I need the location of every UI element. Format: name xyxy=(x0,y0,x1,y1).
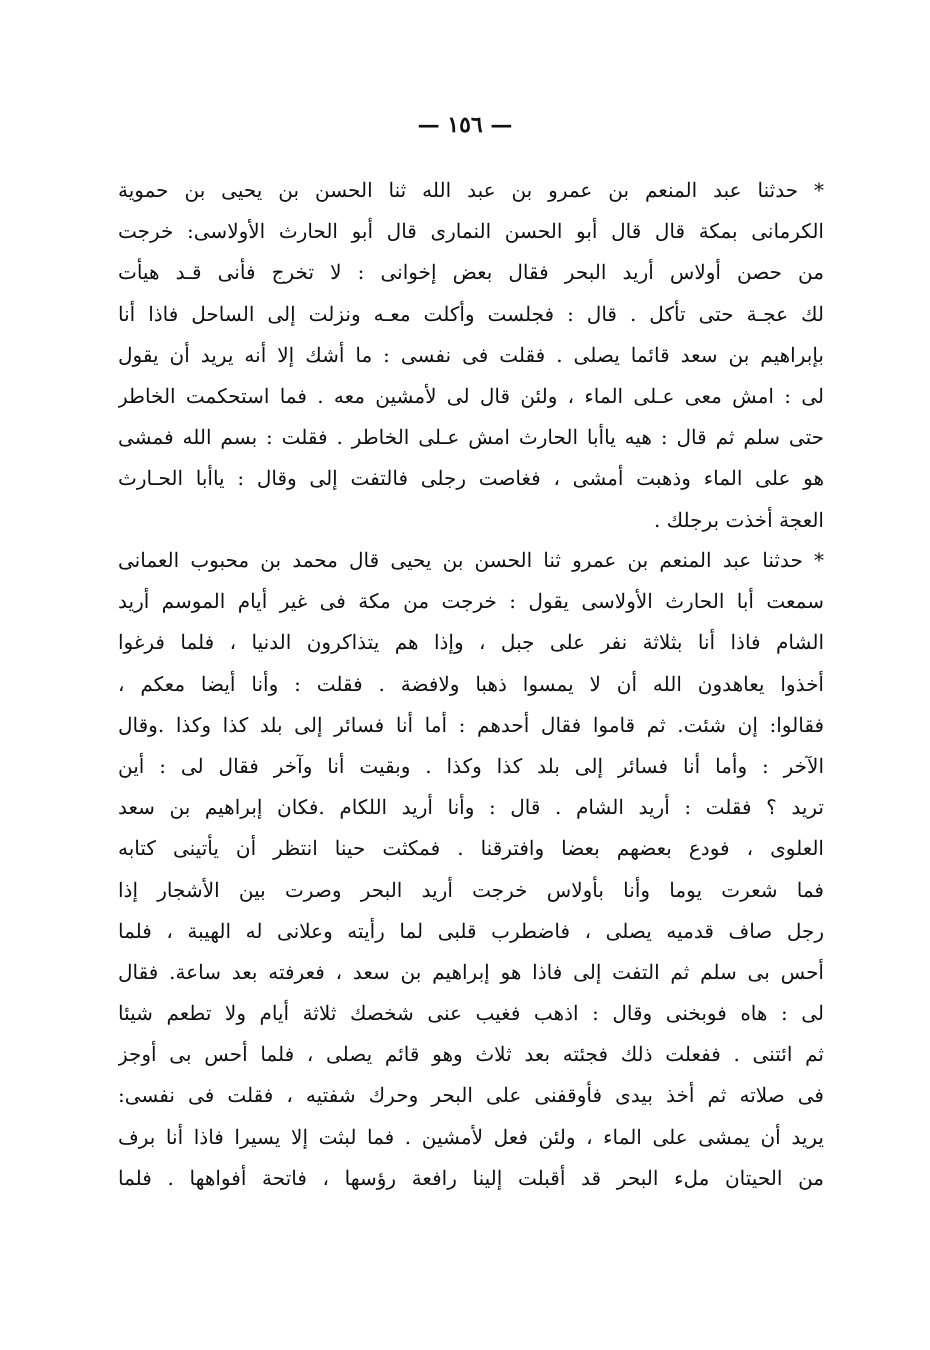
text-line: فقالوا: إن شئت. ثم قاموا فقال أحدهم : أما أنا فسائر إلى بلد كذا وكذا .وقال xyxy=(118,712,824,737)
text-line: يريد أن يمشى على الماء ، ولئن فعل لأمشين . فما لبثت إلا يسيرا فاذا أنا برف xyxy=(118,1124,824,1149)
page-number: — ١٥٦ — xyxy=(417,112,513,138)
text-line: الكرمانى بمكة قال قال أبو الحسن النمارى قال أبو الحارث الأولاسى: خرجت xyxy=(118,219,824,244)
text-line: هو على الماء وذهبت أمشى ، فغاصت رجلى فالتفت إلى وقال : ياأبا الحـارث xyxy=(118,466,824,491)
text-line: رجل صاف قدميه يصلى ، فاضطرب قلبى لما رأيته وعلانى له الهيبة ، فلما xyxy=(118,918,824,943)
text-line: * حدثنا عبد المنعم بن عمرو بن عبد الله ثنا الحسن بن يحيى بن حموية xyxy=(118,178,824,202)
paragraph-1 xyxy=(118,170,824,541)
text-line: فما شعرت يوما وأنا بأولاس خرجت أريد البحر وصرت بين الأشجار إذا xyxy=(118,877,824,902)
text-line: فى صلاته ثم أخذ بيدى فأوقفنى على البحر وحرك شفتيه ، فقلت فى نفسى: xyxy=(118,1083,824,1108)
text-line: بإبراهيم بن سعد قائما يصلى . فقلت فى نفسى : ما أشك إلا أنه يريد أن يقول xyxy=(118,342,824,367)
text-line: حتى سلم ثم قال : هيه ياأبا الحارث امش عـلى الخاطر . فقلت : بسم الله فمشى xyxy=(118,425,824,450)
text-line: من حصن أولاس أريد البحر فقال بعض إخوانى : لا تخرج فأنى قـد هيأت xyxy=(118,260,824,285)
text-line: لك عجـة حتى تأكل . قال : فجلست وأكلت معـه ونزلت إلى الساحل فاذا أنا xyxy=(118,301,824,326)
text-line: الشام فاذا أنا بثلاثة نفر على جبل ، وإذا هم يتذاكرون الدنيا ، فلما فرغوا xyxy=(118,630,824,655)
text-line: سمعت أبا الحارث الأولاسى يقول : خرجت من مكة فى غير أيام الموسم أريد xyxy=(118,589,824,614)
text-line: ثم ائتنى . ففعلت ذلك فجئته بعد ثلاث وهو قائم يصلى ، فلما أحس بى أوجز xyxy=(118,1042,824,1067)
paragraph-2 xyxy=(118,540,824,1199)
text-line: لى : هاه فوبخنى وقال : اذهب فغيب عنى شخصك ثلاثة أيام ولا تطعم شيئا xyxy=(118,1001,824,1026)
text-line: العجة أخذت برجلك . xyxy=(653,507,824,532)
text-line: العلوى ، فودع بعضهم بعضا وافترقنا . فمكثت حينا انتظر أن يأتينى كتابه xyxy=(118,836,824,861)
text-line: من الحيتان ملء البحر قد أقبلت إلينا رافعة رؤسها ، فاتحة أفواهها . فلما xyxy=(118,1165,824,1190)
text-line: * حدثنا عبد المنعم بن عمرو ثنا الحسن بن يحيى قال محمد بن محبوب العمانى xyxy=(118,548,824,572)
text-line: أحس بى سلم ثم التفت إلى فاذا هو إبراهيم بن سعد ، فعرفته بعد ساعة. فقال xyxy=(118,959,824,984)
text-line: تريد ؟ فقلت : أريد الشام . قال : وأنا أريد اللكام .فكان إبراهيم بن سعد xyxy=(118,795,824,820)
text-line: أخذوا يعاهدون الله أن لا يمسوا ذهبا ولافضة . فقلت : وأنا أيضا معكم ، xyxy=(118,671,824,696)
text-line: لى : امش معى عـلى الماء ، ولئن قال لى لأمشين معه . فما استحكمت الخاطر xyxy=(118,383,824,408)
text-line: الآخر : وأما أنا فسائر إلى بلد كذا وكذا . وبقيت أنا وآخر فقال لى : أين xyxy=(118,753,824,778)
